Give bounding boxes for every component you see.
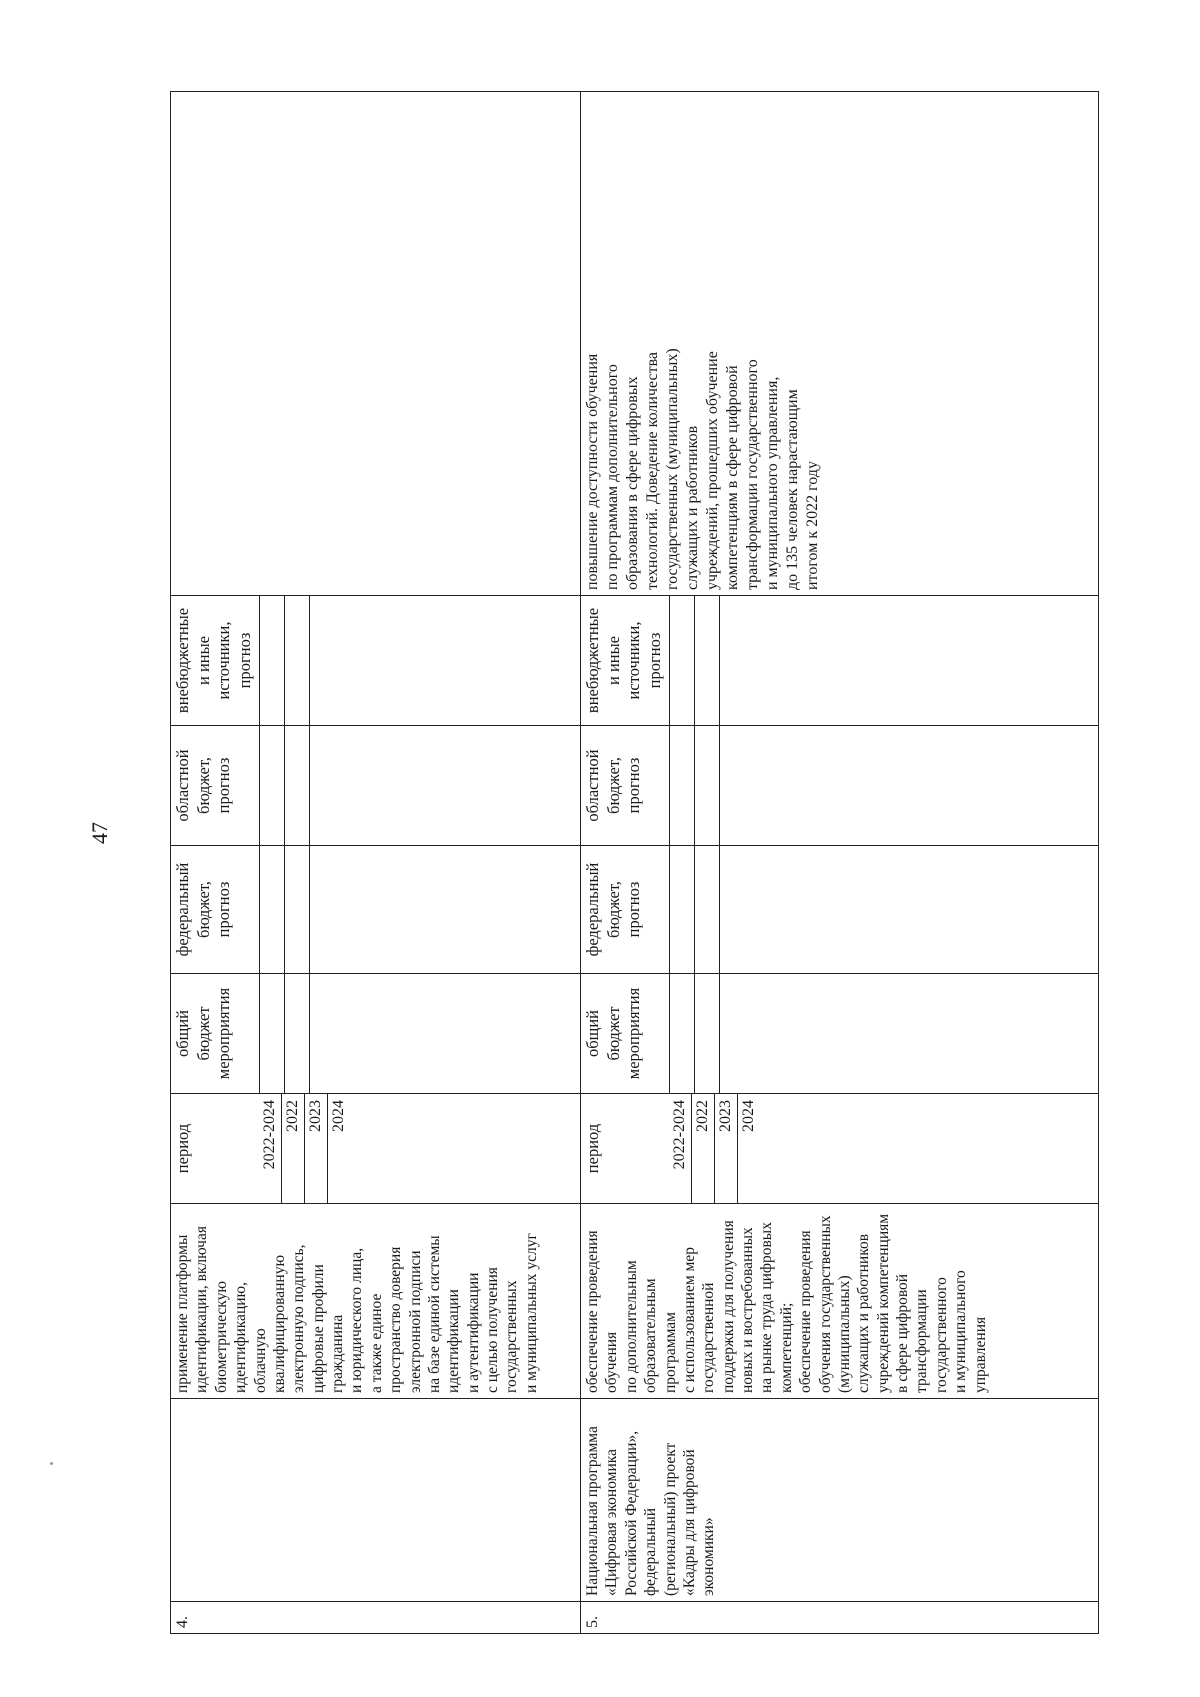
result-cell: повышение доступности обучения по программам дополнительного образования в сфере цифровых технологий. Доведение количества государственных (муниципальных) служащих и работников учреждений, прошедших обучение компетенциям в сфере цифровой трансформации государственного и муниципального управления, до 135 человек нарастающим итогом к 2022 году — [581, 92, 1099, 596]
federal-budget-cell — [581, 846, 1099, 974]
federal-budget-header: федеральный бюджет, прогноз — [173, 862, 234, 957]
table-row-5 — [581, 92, 1099, 1634]
extra-budget-header: внебюджетные и иные источники, прогноз — [583, 607, 664, 714]
row-number: 5. — [581, 1602, 1099, 1634]
year-item: 2023 — [714, 1094, 737, 1203]
federal-budget-header: федеральный бюджет, прогноз — [583, 862, 644, 957]
program-cell — [171, 1399, 581, 1602]
year-item: 2023 — [304, 1094, 327, 1203]
period-cell — [581, 1094, 1099, 1204]
year-item: 2022 — [691, 1094, 714, 1203]
period-years — [669, 1094, 760, 1203]
regional-budget-cell — [171, 726, 581, 846]
scan-artifact-dot — [50, 1462, 53, 1465]
period-years — [259, 1094, 350, 1203]
program-cell: Национальная программа «Цифровая экономика Российской Федерации», федеральный (региональный) проект «Кадры для цифровой экономики» — [581, 1399, 1099, 1602]
extra-budget-header: внебюджетные и иные источники, прогноз — [173, 607, 254, 714]
period-header: период — [583, 1123, 602, 1174]
activity-description: применение платформы идентификации, включая биометрическую идентификацию, облачную квалифицированную электронную подпись, цифровые профили гражданина и юридического лица, а также единое пространство доверия электронной подписи на базе единой системы идентификации и аутентификации с целью получения государственных и муниципальных услуг — [171, 1204, 581, 1399]
table-row-4 — [171, 92, 581, 1634]
federal-budget-cell — [171, 846, 581, 974]
year-item: 2024 — [737, 1094, 760, 1203]
total-budget-header: общий бюджет мероприятия — [583, 987, 644, 1080]
total-budget-cell — [581, 974, 1099, 1094]
total-budget-header: общий бюджет мероприятия — [173, 987, 234, 1080]
year-range: 2022-2024 — [671, 1100, 688, 1170]
activity-description: обеспечение проведения обучения по дополнительным образовательным программам с использованием мер государственной поддержки для получения новых и востребованных на рынке труда цифровых компетенций; обеспечение проведения обучения государственных (муниципальных) служащих и работников учреждений компетенциям в сфере цифровой трансформации государственного и муниципального управления — [581, 1204, 1099, 1399]
year-item: 2022 — [281, 1094, 304, 1203]
extra-budget-cell — [171, 596, 581, 726]
regional-budget-cell — [581, 726, 1099, 846]
extra-budget-cell — [581, 596, 1099, 726]
budget-table — [170, 91, 1099, 1634]
regional-budget-header: областной бюджет, прогноз — [583, 749, 644, 822]
rotated-table-frame — [170, 92, 1098, 1634]
total-budget-cell — [171, 974, 581, 1094]
period-header: период — [173, 1123, 192, 1174]
period-cell — [171, 1094, 581, 1204]
result-cell — [171, 92, 581, 596]
year-item: 2024 — [327, 1094, 350, 1203]
row-number: 4. — [171, 1602, 581, 1634]
regional-budget-header: областной бюджет, прогноз — [173, 749, 234, 822]
page-number: 47 — [87, 822, 112, 844]
year-range: 2022-2024 — [261, 1100, 278, 1170]
